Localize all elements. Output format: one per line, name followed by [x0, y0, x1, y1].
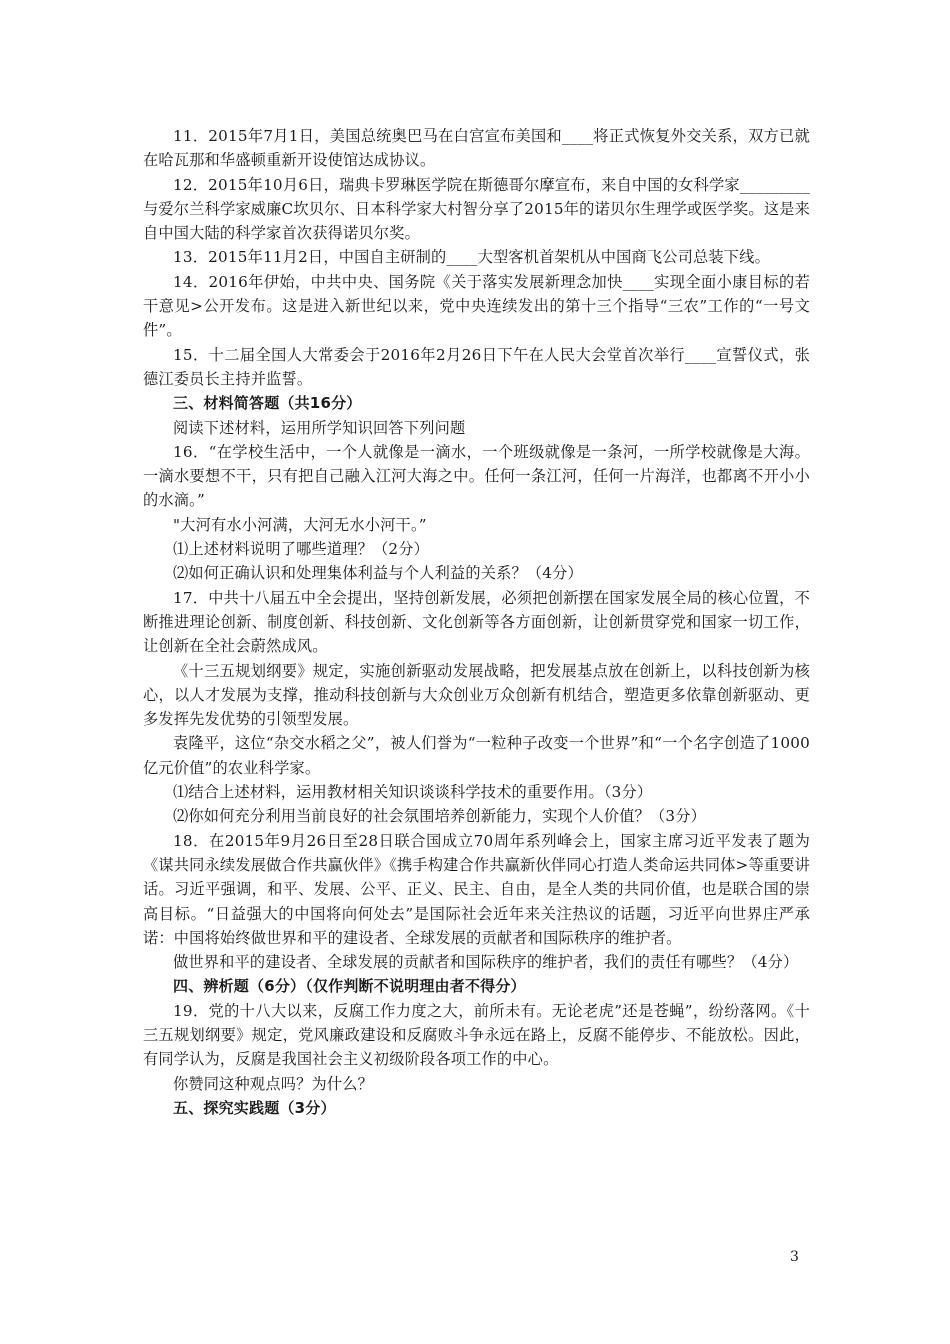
paragraph: ⑴结合上述材料，运用教材相关知识谈谈科学技术的重要作用。（3分）: [173, 783, 653, 802]
paragraph: 15．十二届全国人大常委会于2016年2月26日下午在人民大会堂首次举行____宣誓仪式，张德江委员长主持并监誓。: [143, 345, 810, 388]
paragraph: ⑴上述材料说明了哪些道理？（2分）: [173, 540, 430, 559]
paragraph: 16．“在学校生活中，一个人就像是一滴水，一个班级就像是一条河，一所学校就像是大海。一滴水要想不干，只有把自己融入江河大海之中。任何一条江河，任何一片海洋，也都离不开小小的水滴。”: [143, 442, 810, 510]
page-number: 3: [790, 1249, 799, 1265]
paragraph: ⑵你如何充分利用当前良好的社会氛围培养创新能力，实现个人价值？（3分）: [173, 807, 707, 826]
paragraph: 17．中共十八届五中全会提出，坚持创新发展，必须把创新摆在国家发展全局的核心位置，不断推进理论创新、制度创新、科技创新、文化创新等各方面创新，让创新贯穿党和国家一切工作，让创新在全社会蔚然成风。: [143, 588, 810, 656]
paragraph: "大河有水小河满，大河无水小河干。”: [173, 515, 427, 534]
paragraph: 做世界和平的建设者、全球发展的贡献者和国际秩序的维护者，我们的责任有哪些？（4分）: [173, 953, 799, 972]
section-heading: 四、辨析题（6分）（仅作判断不说明理由者不得分）: [173, 977, 526, 996]
paragraph: 18．在2015年9月26日至28日联合国成立70周年系列峰会上，国家主席习近平发表了题为《谋共同永续发展做合作共赢伙伴》《携手构建合作共赢新伙伴同心打造人类命运共同体>等重要讲话。习近平强调，和平、发展、公平、正义、民主、自由，是全人类的共同价值，也是联合国的崇高目标。“日益强大的中国将向何处去”是国际社会近年来关注热议的话题，习近平向世界庄严承诺：中国将始终做世界和平的建设者、全球发展的贡献者和国际秩序的维护者。: [143, 831, 810, 947]
paragraph: 你赞同这种观点吗？为什么？: [173, 1074, 374, 1093]
document-body: [143, 124, 810, 1120]
paragraph: 12．2015年10月6日，瑞典卡罗琳医学院在斯德哥尔摩宣布，来自中国的女科学家_________与爱尔兰科学家威廉C坎贝尔、日本科学家大村智分享了2015年的诺贝尔生理学或医学奖。这是来自中国大陆的科学家首次获得诺贝尔奖。: [143, 175, 810, 243]
section-heading: 三、材料简答题（共16分）: [173, 394, 362, 413]
paragraph: 阅读下述材料，运用所学知识回答下列问题: [173, 418, 466, 437]
paragraph: 13．2015年11月2日，中国自主研制的____大型客机首架机从中国商飞公司总装下线。: [173, 248, 770, 267]
paragraph: 19．党的十八大以来，反腐工作力度之大，前所未有。无论老虎”还是苍蝇”，纷纷落网。《十三五规划纲要》规定，党风廉政建设和反腐败斗争永远在路上，反腐不能停步、不能放松。因此，有同学认为，反腐是我国社会主义初级阶段各项工作的中心。: [143, 1001, 810, 1069]
section-heading: 五、探究实践题（3分）: [173, 1098, 336, 1117]
paragraph: 11．2015年7月1日，美国总统奥巴马在白宫宣布美国和____将正式恢复外交关系，双方已就在哈瓦那和华盛顿重新开设使馆达成协议。: [143, 127, 810, 170]
paragraph: 袁隆平，这位“杂交水稻之父”，被人们誉为“一粒种子改变一个世界”和“一个名字创造了1000亿元价值”的农业科学家。: [143, 734, 810, 777]
paragraph: ⑵如何正确认识和处理集体利益与个人利益的关系？（4分）: [173, 564, 583, 583]
paragraph: 14．2016年伊始，中共中央、国务院《关于落实发展新理念加快____实现全面小康目标的若干意见>公开发布。这是进入新世纪以来，党中央连续发出的第十三个指导“三农”工作的“一号文件”。: [143, 272, 810, 340]
paragraph: 《十三五规划纲要》规定，实施创新驱动发展战略，把发展基点放在创新上，以科技创新为核心，以人才发展为支撑，推动科技创新与大众创业万众创新有机结合，塑造更多依靠创新驱动、更多发挥先发优势的引领型发展。: [143, 661, 810, 729]
